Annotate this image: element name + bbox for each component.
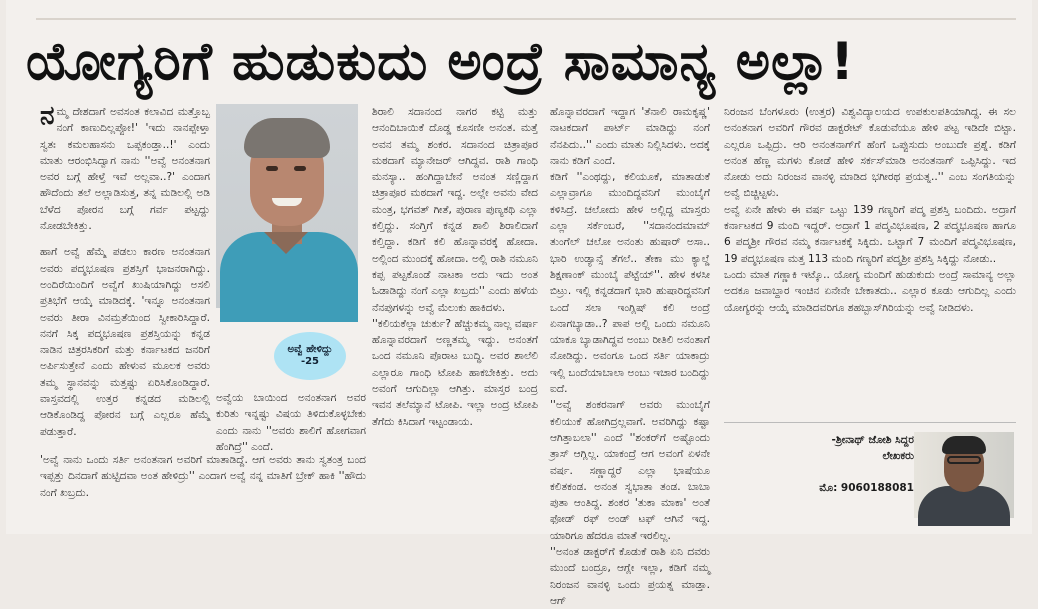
paragraph: ''ಕಲಿಯಕೆಲ್ಲಾ ಚುರ್ಕು? ಹೆಚ್ಚುಕಮ್ಮ ನಾಲ್ಲ ವರ್ಷಾ ಹೊನ್ನಾವರದಾಗೆ ಅಣ್ಣತಮ್ಮ ಇದ್ದು. ಅನಂತಗೆ ಒಂದ ನಮೂನಿ ಪೊರಾಟ ಬುದ್ಧಿ. ಅವರ ಶಾಲೆಲಿ ಎಲ್ಲಾರೂ ಗಾಂಧಿ ಟೋಪಿ ಹಾಕಬೇಕಿತ್ತು. ಅದು ಅವಂಗೆ ಆಗುದಿಲ್ಲಾ ಆಗಿತ್ತು. ಮಾಸ್ತರ ಬಂದ್ರ ಇವನ ತಲೆಮ್ಯಾನೆ ಟೋಪಿ. ಇಲ್ಲಾ ಅಂದ್ರ ಟೋಪಿ ತೆಗೆದು ಕಿಸಿದಾಗೆ ಇಟ್ಟಂಡಾಯ. xyxy=(372,317,538,428)
paragraph: ನಮ್ಮ ದೇಶದಾಗೆ ಅವಸಂತ ಕಲಾವಿದ ಮತ್ತೊಬ್ಬ ನಂಗೆ ಕಾಣುದಿಲ್ಲಪ್ಪೋ!' 'ಇದು ನಾನಪ್ಪೇಳ್ತಾ ಸ್ವತಃ ಕಮಲಹಾಸನು ಒಪ್ಪಕಂಡ್ತಾ..!' ಎಂದು ಮಾತು ಆರಂಭಿಸಿದ್ವಾಗ ನಾನು ''ಅವ್ವೆ ಅನಂತನಾಗ ಅವರ ಬಗ್ಗೆ ಹೇಳ್ತೆ ಇವೆ ಅಲ್ಲವಾ..?' ಎಂದಾಗ ಹೌದೆಂದು ತಲೆ ಅಲ್ಲಾಡಿಸುತ್ತ, ತನ್ನ ಮಡಿಲಲ್ಲಿ ಅಡಿ ಬೆಳೆದ ಪೋರನ ಬಗ್ಗೆ ಗರ್ವ ಪಟ್ಟದ್ದು ನೋಡಬೇಕಿತ್ತು. xyxy=(40,101,210,233)
paragraph: ಹಾಗೆ ಅವ್ವೆ ಹೆಮ್ಮೆ ಪಡಲು ಕಾರಣ ಅನಂತನಾಗ ಅವರು ಪದ್ಮಭೂಷಣ ಪ್ರಶಸ್ತಿಗೆ ಭಾಜನರಾಗಿದ್ದು. ಅಂದಿರೆಯಿಂದಿಗೆ ಅವ್ವೆಗೆ ಖುಷಿಯಾಗಿದ್ದು ಅಸಲಿ ಪ್ರತಿಭೆಗೆ ಆಯ್ಕೆ ಮಾಡಿದಕ್ಕೆ. 'ಇನ್ನೂ ಅನಂತನಾಗ ಅವರು ತೀರಾ ವಿನಮ್ರತೆಯಿಂದ ಸ್ವೀಕಾರಿಸಿದ್ದಾರೆ. ನನಗೆ ಸಿಕ್ಕ ಪದ್ಮಭೂಷಣ ಪ್ರಶಸ್ತಿಯನ್ನು ಕನ್ನಡ ನಾಡಿನ ಚಿತ್ರರಸಿಕರಿಗೆ ಮತ್ತು ಕರ್ನಾಟಕದ ಜನರಿಗೆ ಅರ್ಪಿಸುತ್ತೇನೆ ಎಂದು ಹೇಳುವ ಮೂಲಕ ಅವರು ತಮ್ಮ ಸ್ಥಾನವನ್ನು ಮತ್ತಷ್ಟು ಏರಿಸಿಕೊಂಡಿದ್ದಾರೆ. ವಾಸ್ತವದಲ್ಲಿ ಉತ್ತರ ಕನ್ನಡದ ಮಡಿಲಲ್ಲಿ ಆಡಿಕೊಂಡಿದ್ದ ಪೋರನ ಬಗ್ಗೆ ಎಲ್ಲರೂ ಹೆಮ್ಮೆ ಪಡುತ್ತಾರೆ. xyxy=(40,246,210,438)
author-role: ಲೇಖಕರು xyxy=(882,450,914,462)
paragraph: ಶಿರಾಲಿ ಸದಾನಂದ ನಾಗರ ಕಟ್ಟಿ ಮತ್ತು ಆನಂದಿಬಾಯಿಕೆ ದೊಡ್ಡ ಕೂಸಣೀ ಅನಂತ. ಮತ್ತೆ ಅವನ ತಮ್ಮ ಶಂಕರ. ಸದಾನಂದ ಚಿತ್ರಾಪೂರ ಮಠದಾಗೆ ಮ್ಯಾನೇಜರ್ ಆಗಿದ್ದವ. ರಾಶಿ ಗಾಂಧಿ ಮನಸ್ಯಾ.. ಹಂಗಿದ್ದಾಬೇನೆ ಅನಂತ ಸಣ್ಣಿದ್ದಾಗ ಚಿತ್ರಾಪೂರ ಮಠದಾಗೆ ಇದ್ದ. ಅಲ್ಲೇ ಅವನು ವೇದ ಮಂತ್ರ, ಭಗವತ್ ಗೀತೆ, ಪುರಾಣ ಪುಣ್ಯಕಥಿ ಎಲ್ಲಾ ಕಲ್ತಿದ್ದು. ಸಂಗ್ತಿಗೆ ಕನ್ನಡ ಶಾಲಿ ಶಿರಾಲಿದಾಗೆ ಕಲ್ತಿದ್ದಾ. ಕಡಿಗೆ ಕಲಿ ಹೊನ್ನಾವರಕ್ಕೆ ಹೋದಾ. ಅಲ್ಲಿಂದ ಮುಂದಕ್ಕೆ ಹೋದಾ. ಅಲ್ಲಿ ರಾಶಿ ನಮೂನಿ ಕಪ್ಪ ಪಟ್ಟಕೊಂಡೆ ನಾಟಕಾ ಅದು ಇದು ಅಂತ ಓಡಾಡಿದ್ದು ನಂಗೆ ಎಲ್ಲಾ ಖಬ್ರದು'' ಎಂದು ಹಳೆಯ ನೆನಪುಗಳನ್ನು ಅವ್ವೆ ಮೆಲುಕು ಹಾಕಿದಳು. xyxy=(372,106,538,314)
article-column-4 xyxy=(550,104,710,607)
column-series-badge: ಅವ್ವೆ ಹೇಳಿದ್ದು -25 xyxy=(274,332,346,380)
paragraph: ಅವ್ವೆ ಏನೇ ಹೇಳು ಈ ವರ್ಷ ಒಟ್ಟು 139 ಗಣ್ಯರಿಗೆ ಪದ್ಮ ಪ್ರಶಸ್ತಿ ಬಂದಿದು. ಅದ್ರಾಗೆ ಕರ್ನಾಟಕದ 9 ಮಂದಿ ಇದ್ದರ್. ಅದ್ರಾಗೆ 1 ಪದ್ಮವಿಭೂಷಣ, 2 ಪದ್ಮಭೂಷಣ ಹಾಗೂ 6 ಪದ್ಮಶ್ರೀ ಗೌರವ ನಮ್ಮ ಕರ್ನಾಟಕಕ್ಕೆ ಸಿಕ್ಕಿದು. ಒಟ್ಟಾಗೆ 7 ಮಂದಿಗೆ ಪದ್ಮವಿಭೂಷಣ, 19 ಪದ್ಮಭೂಷಣ ಮತ್ತ 113 ಮಂದಿ ಗಣ್ಯರಿಗೆ ಪದ್ಮಶ್ರೀ ಪ್ರಶಸ್ತಿ ಸಿಕ್ಕಿದ್ದು ನೋಡು.. xyxy=(724,203,1016,265)
article-column-1-bottom xyxy=(40,452,366,532)
article-column-3 xyxy=(372,104,538,532)
author-phone: ಮೊ: 9060188081 xyxy=(819,482,914,494)
author-byline xyxy=(744,430,914,510)
author-photo xyxy=(914,432,1014,518)
paragraph: ಕಡಿಗೆ ''ಎಂಥದ್ದು, ಕಲಿಯೂಕೆ, ಮಾತಾಡುಕೆ ಎಲ್ಲಾವ್ರಾಗೂ ಮುಂದಿದ್ದವನಿಗೆ ಮುಂಬೈಗೆ ಕಳಿಸಿದ್ರೆ. ಚಲೋದು ಹೇಳ ಅಲ್ಲಿದ್ದ ಮಾಸ್ತರು ಎಲ್ಲಾ ಸರ್ಕೆಂಬರೆ, ''ಸದಾನಂದಮಾಮ್ ತುಂಗೆಲ್ ಚಲೋ ಅನಂತು ಹುಷಾರ್ ಅಸಾ.. ಭಾರಿ ಉಡ್ಯಾನ್ಸೆ ತೆಗಲೆ.. ತೇಕಾ ಮು ಕ್ಯಾಲ್ಡೆ ಶಿಕ್ಷಣಾಂಕ್ ಮುಂಬೈ ಪೆಟ್ಟೆಯ್''. ಹೇಳ ಕಳಸೀ ಬಿಟ್ರು. ಇಲ್ಲಿ ಕನ್ನಡದಾಗೆ ಭಾರಿ ಹುಷಾರಿದ್ದವನಿಗೆ ಒಂದೆ ಸಲಾ ಇಂಗ್ಲಿಷ್ ಕಲಿ ಅಂದ್ರೆ ಏನಾಗಬ್ಯಾಡಾ..? ಪಾಪ ಅಲ್ಲಿ ಒಂದು ನಮೂನಿ ಯಾಕೂ ಬ್ಯಾಡಾಗಿದ್ದವ ಅಂಬು ರೀತಿಲಿ ಅನಂತಾಗೆ ನೋಡಿದ್ದು. ಅವಂಗೂ ಒಂದ ಸರ್ತಿ ಯಾಕಾದ್ರು ಇಲ್ಲಿ ಬಂದೆಯಾಬಾಲಾ ಅಂಬು ಇಚಾರ ಬಂದಿದ್ದು ಐದೆ. xyxy=(550,171,710,396)
paragraph: ಒಂದು ಮಾತ ಗಣ್ಣಾಕಿ ಇಟ್ಕೊ.. ಯೋಗ್ಯ ಮಂದಿಗೆ ಹುಡುಕುದು ಅಂದ್ರೆ ಸಾಮಾನ್ಯ ಅಲ್ಲಾ ಅದಕೂ ಜವಾಬ್ದಾರ ಇಂಚಿನ ಏನೇನೇ ಬೇಕಾತದು.. ಎಲ್ಲಾರ ಕೂಡು ಆಗುದಿಲ್ಲ ಎಂದು ಯೋಗ್ಯರನ್ನು ಆಯ್ಕೆ ಮಾಡಿದವರಿಗೂ ಶಹಬ್ಬಾಸ್‌ಗಿರಿಯನ್ನು ಅವ್ವೆ ನೀಡಿದಳು. xyxy=(724,268,1016,314)
paragraph: ''ಅವ್ವೆ ಶಂಕರನಾಗ್ ಅವರು ಮುಂಬೈಗೆ ಕಲಿಯುಕೆ ಹೋಗಿದ್ರಲ್ಲವಾಗೆ. ಅವರಿಗಿದ್ದು ಕಷ್ಟಾ ಆಗಿತ್ತಾಬಲಾ'' ಎಂದೆ ''ಶಂಕರ್‌ಗೆ ಅಷ್ಟೊಂದು ತ್ರಾಸ್ ಆಗ್ಲಿಲ್ಲ. ಯಾಕಂದ್ರೆ ಆಗ ಅವಂಗೆ ಏಳನೇ ವರ್ಷ. ಸಣ್ಣಾದ್ದರೆ ಎಲ್ಲಾ ಭಾಷೆಯೂ ಕಲಿತಕಂಡ. ಅನಂತ ಸ್ವಭಾತಾ ತಂಡ. ಬಾಬಾ ಪುತಾ ಆಂತಿದ್ದ. ಶಂಕರ 'ತುಕಾ ಮಾಕಾ' ಅಂತೆ ಫೋಡ್ ರಫ್ ಅಂಡ್ ಟಫ್ ಆಗಿನೆ ಇದ್ದ. ಯಾರಿಗೂ ಹೆದರೂ ಮಾತೆ ಇರಲಿಲ್ಲ. xyxy=(550,399,710,542)
byline-divider xyxy=(724,422,1016,423)
top-rule xyxy=(36,18,1016,20)
author-name: -ಶ್ರೀನಾಥ್ ಜೋಶಿ ಸಿದ್ದರ xyxy=(831,434,914,446)
paragraph: ''ಅನಂತ ಡಾಕ್ಟರ್‌ಗೆ ಕೊಡುಕೆ ರಾಶಿ ಏನಿ ದವರು ಮುಂದೆ ಬಂದ್ರೂ, ಆಗ್ಲೇ ಇಲ್ಲಾ, ಕಡಿಗೆ ನಮ್ಮ ನಿರಂಜನ ವಾನಳ್ಳಿ ಒಂದು ಪ್ರಯತ್ನ ಮಾಡ್ತಾ. ಆಗ್ xyxy=(550,546,710,607)
drop-cap: ನ xyxy=(40,101,55,131)
paragraph: ನಿರಂಜನ ಬೆಂಗಳೂರು (ಉತ್ತರ) ವಿಶ್ವವಿದ್ಯಾಲಯದ ಉಪಕುಲಪತಿಯಾಗಿದ್ದ. ಈ ಸಲ ಅನಂತನಾಗ ಅವರಿಗೆ ಗೌರವ ಡಾಕ್ಟರೇಟ್ ಕೊಡುವೆಯೂ ಹೇಳಿ ಪಟ್ಟ ಇಡಿದೇ ಬಿಟ್ಟಾ. ಎಲ್ಲರೂ ಒಪ್ಪಿದ್ರು. ಆರಿ ಅನಂತನಾಗ್‌ಗೆ ಹೆಂಗೆ ಒಪ್ಪುಸುದು ಅಂಬುದೇ ಪ್ರಶ್ನೆ. ಕಡಿಗೆ ಅನಂತ ಹೆಣ್ಣ ಮಗಳು ಕೋಡೆ ಹೇಳಿ ಸರ್ಕಸ್‌ಮಾಡಿ ಅನಂತನಾಗ್ ಒಪ್ಪಿಸಿದ್ದು. ಇದ ನೋಡು ಅದು ನಿರಂಜನ ವಾನಳ್ಳಿ ಮಾಡಿದ ಭಗೀರಥ ಪ್ರಯತ್ನ..'' ಎಂಬ ಸಂಗತಿಯನ್ನು ಅವ್ವೆ ಬಿಚ್ಚಿಟ್ಟಳು. xyxy=(724,106,1016,200)
paragraph: ಅವ್ವೆಯ ಬಾಯಿಂದ ಅನಂತನಾಗ ಅವರ ಕುರಿತು ಇನ್ನಷ್ಟು ವಿಷಯ ತಿಳಿದುಕೊಳ್ಳಬೇಕು ಎಂದು ನಾನು ''ಅವರು ಶಾಲಿಗೆ ಹೋಗವಾಗ ಹೆಂಗಿದ್ರೆ'' ಎಂದೆ. xyxy=(216,392,366,453)
article-column-1 xyxy=(40,101,210,452)
article-column-5 xyxy=(724,104,1016,422)
actor-photo xyxy=(216,104,358,308)
paragraph: ಹೊನ್ನಾವರದಾಗೆ ಇದ್ದಾಗ 'ತೆನಾಲಿ ರಾಮಕೃಷ್ಣ' ನಾಟಕದಾಗೆ ಪಾರ್ಟ್ ಮಾಡಿದ್ದು ನಂಗೆ ನೆನಪಿದು..'' ಎಂದು ಮಾತು ನಿಲ್ಲಿಸಿದಳು. ಅದಕ್ಕೆ ನಾನು ಕಡಿಗೆ ಎಂದೆ. xyxy=(550,106,710,167)
paragraph: 'ಅವ್ವೆ ನಾನು ಒಂದು ಸರ್ತಿ ಅನಂತನಾಗ ಅವರಿಗೆ ಮಾತಾಡಿದ್ದೆ. ಆಗ ಅವರು ತಾನು ಸ್ವತಂತ್ರ ಬಂದ ಇಪ್ಪತ್ತು ದಿನದಾಗೆ ಹುಟ್ಟಿದವಾ ಅಂತ ಹೇಳಿದ್ರು'' ಎಂದಾಗ ಅವ್ವೆ ನನ್ನ ಮಾತಿಗೆ ಬ್ರೇಕ್ ಹಾಕಿ ''ಹೌದು ನಂಗೆ ಖಬ್ರದು. xyxy=(40,454,366,499)
headline: ಯೋಗ್ಯರಿಗೆ ಹುಡುಕುದು ಅಂದ್ರೆ ಸಾಮಾನ್ಯ ಅಲ್ಲಾ! xyxy=(26,32,855,92)
newspaper-page xyxy=(6,0,1032,607)
article-column-2 xyxy=(216,390,366,452)
